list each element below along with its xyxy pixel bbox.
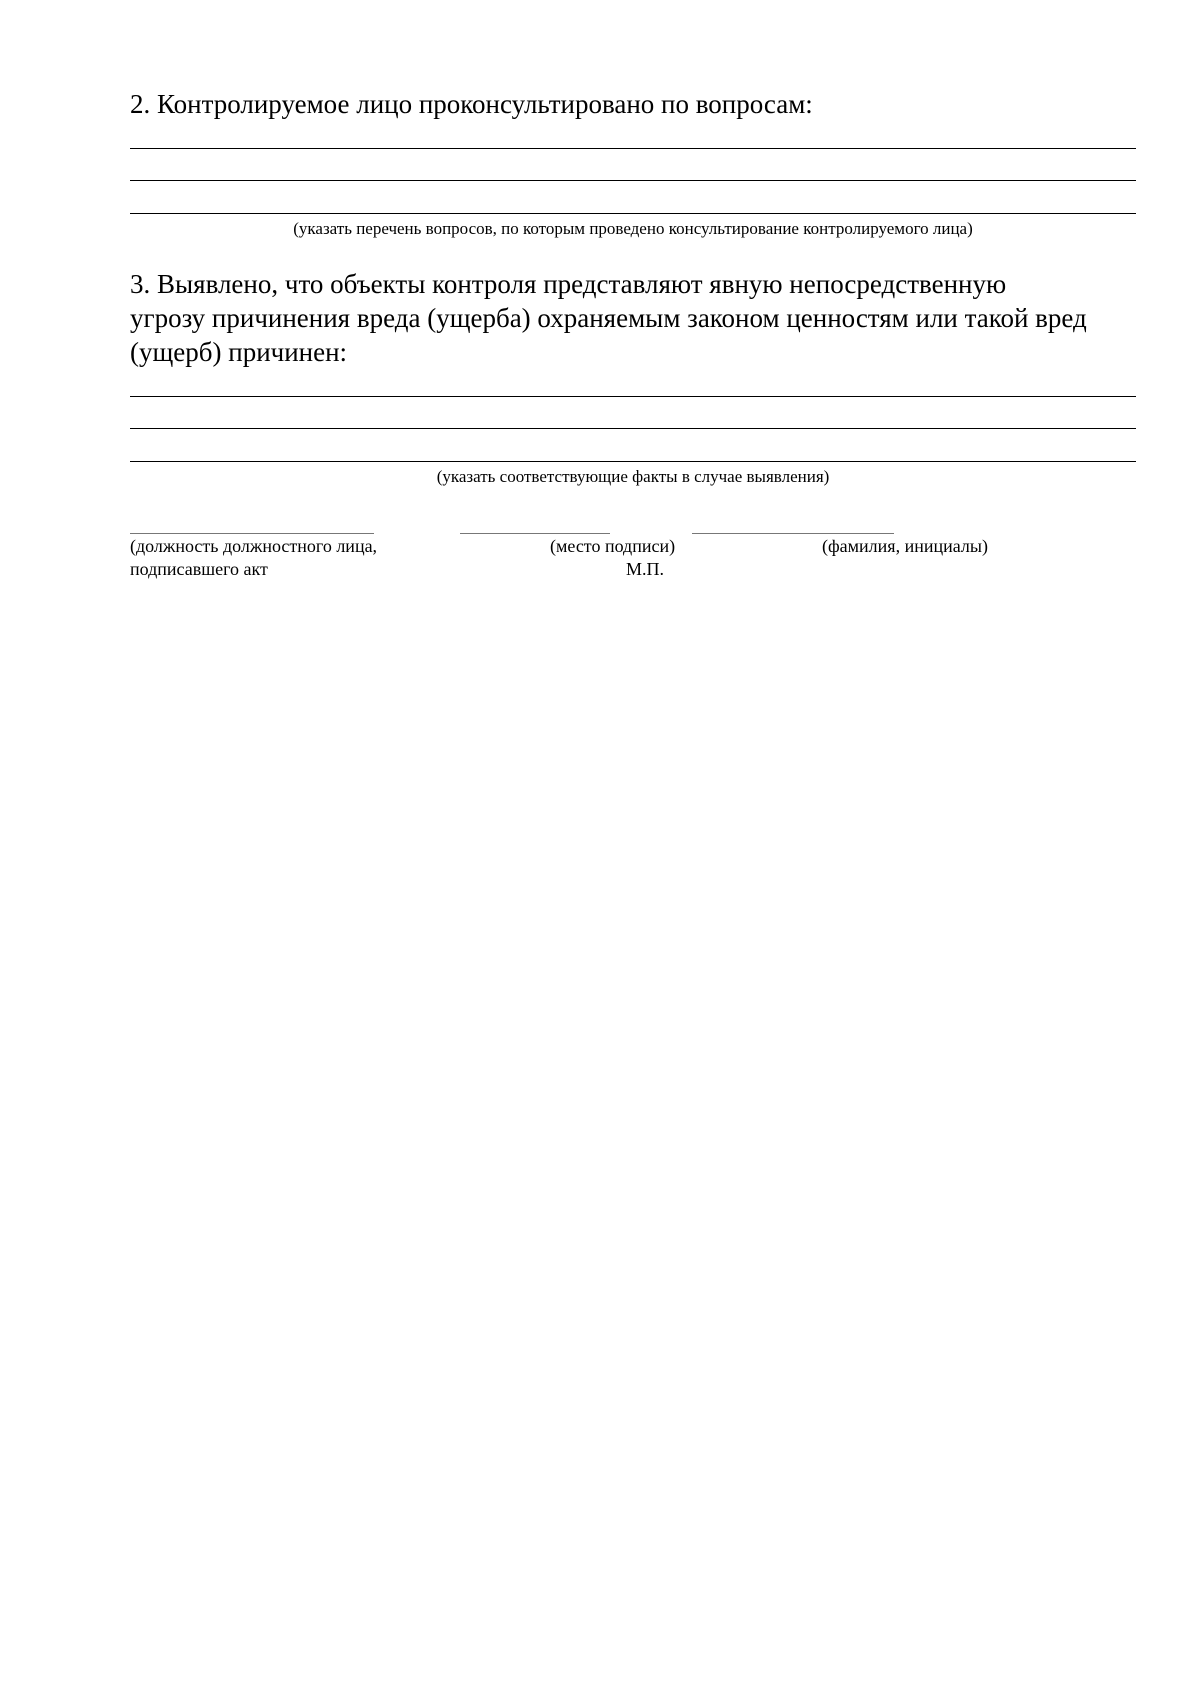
section-3-answer-line-1 bbox=[130, 396, 1136, 397]
sign-place-label: (место подписи) bbox=[550, 536, 676, 556]
section-2-caption: (указать перечень вопросов, по которым проведено консультирование контролируемого лица) bbox=[293, 219, 973, 238]
name-signature-line bbox=[692, 533, 894, 534]
position-label-line-1: (должность должностного лица, bbox=[130, 536, 378, 556]
section-3-answer-line-2 bbox=[130, 428, 1136, 429]
name-initials-label: (фамилия, инициалы) bbox=[822, 536, 988, 556]
section-3-heading-line-2: угрозу причинения вреда (ущерба) охраняемым законом ценностям или такой вред bbox=[130, 303, 1087, 333]
section-3-heading-line-1: 3. Выявлено, что объекты контроля представляют явную непосредственную bbox=[130, 269, 1007, 299]
sign-signature-line bbox=[460, 533, 610, 534]
stamp-label: М.П. bbox=[626, 559, 665, 579]
section-3-heading-line-3: (ущерб) причинен: bbox=[130, 337, 348, 367]
section-3-caption: (указать соответствующие факты в случае выявления) bbox=[436, 467, 830, 486]
section-2-answer-line-2 bbox=[130, 180, 1136, 181]
section-2-answer-line-1 bbox=[130, 148, 1136, 149]
position-label-line-2: подписавшего акт bbox=[130, 559, 268, 579]
section-2-heading: 2. Контролируемое лицо проконсультировано по вопросам: bbox=[130, 89, 813, 119]
position-signature-line bbox=[130, 533, 374, 534]
section-3-answer-line-3 bbox=[130, 461, 1136, 462]
section-2-answer-line-3 bbox=[130, 213, 1136, 214]
